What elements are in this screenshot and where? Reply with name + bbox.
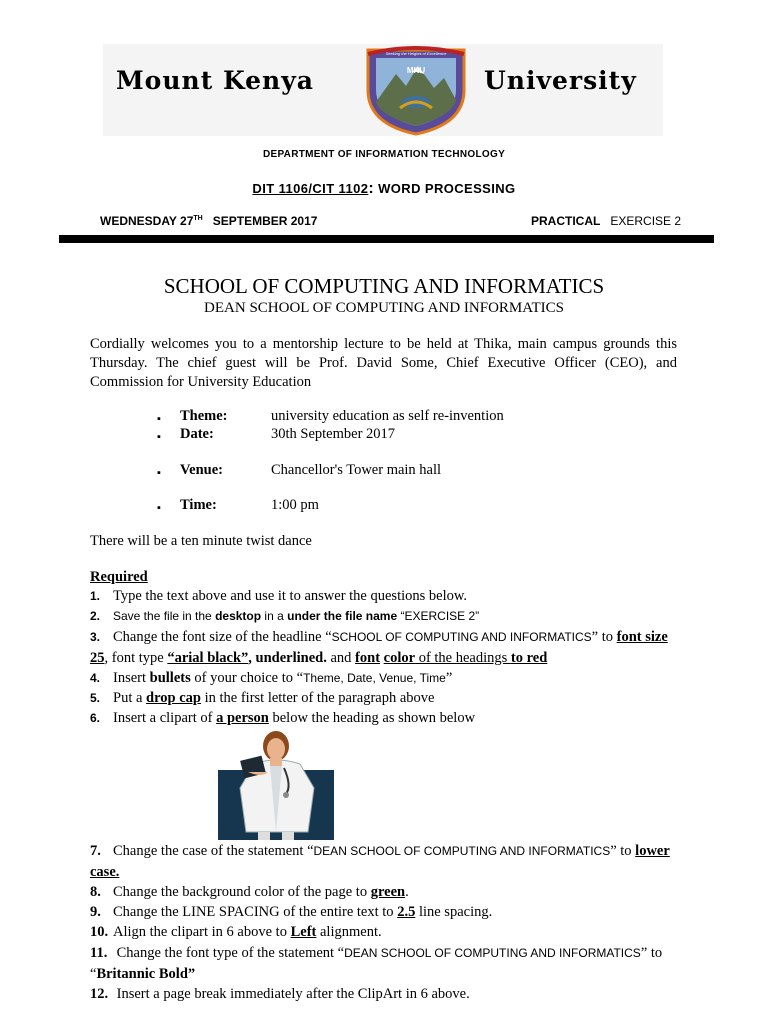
- page-subheading: DEAN SCHOOL OF COMPUTING AND INFORMATICS: [204, 300, 564, 316]
- question-number: 10.: [90, 924, 109, 940]
- question-text: , font type: [104, 649, 168, 666]
- bullet-label: Date:: [180, 426, 214, 442]
- question-number: 8.: [90, 884, 101, 900]
- question-text: .: [405, 884, 409, 900]
- bullet-marker: ▪: [157, 431, 161, 443]
- question-text: of your choice to “: [190, 670, 304, 686]
- question-keyword: a person: [216, 710, 269, 726]
- question-text: Save the file in the: [113, 609, 216, 623]
- bullet-value: Chancellor's Tower main hall: [271, 462, 442, 478]
- question-text: Align the clipart in 6 above to: [113, 924, 291, 940]
- course-code: DIT 1106/CIT 1102: [252, 181, 369, 196]
- question-text: Change the font size of the headline “: [113, 629, 332, 645]
- bullet-marker: ▪: [157, 467, 161, 479]
- practical-label: [531, 214, 681, 228]
- question-keyword: Left: [290, 924, 317, 940]
- question-text: alignment.: [316, 924, 382, 940]
- question-number: 12.: [90, 986, 109, 1002]
- course-title: [0, 180, 768, 198]
- invitation-paragraph: Cordially welcomes you to a mentorship lecture to be held at Thika, main campus grounds this Thursday. The chief guest will be Prof. David Some, Chief Executive Officer (CEO), and Commission for University Education: [90, 336, 677, 390]
- question-keyword: color: [383, 649, 416, 666]
- question-number: 11.: [90, 945, 108, 961]
- person-clipart: [218, 728, 334, 840]
- question-keyword: , underlined.: [248, 649, 327, 666]
- question-text: line spacing.: [415, 904, 493, 920]
- university-logo: [360, 44, 472, 136]
- question-keyword: bullets: [149, 670, 191, 686]
- question-text: ”: [187, 965, 196, 982]
- bullet-value: 30th September 2017: [271, 426, 396, 442]
- question-text: Change the LINE SPACING of the entire text to: [113, 904, 398, 920]
- question-keyword: desktop: [215, 609, 262, 623]
- bullet-label: Venue:: [180, 462, 223, 478]
- course-separator: :: [368, 180, 375, 197]
- page-heading: SCHOOL OF COMPUTING AND INFORMATICS: [163, 274, 605, 298]
- question-10: [90, 922, 680, 943]
- question-text: ”: [445, 670, 453, 686]
- question-keyword: Britannic Bold: [96, 965, 188, 982]
- question-12: [90, 984, 680, 1005]
- letterhead-left-word: Mount Kenya: [116, 66, 314, 95]
- question-quoted-heading: SCHOOL OF COMPUTING AND INFORMATICS: [331, 630, 592, 644]
- question-1: [90, 586, 680, 607]
- bullet-venue: [157, 462, 442, 481]
- question-number: 3.: [90, 630, 101, 644]
- question-text: Change the font type of the statement “: [113, 945, 345, 961]
- question-text: Insert: [113, 670, 150, 686]
- question-text: and: [326, 649, 356, 666]
- question-text: ” to: [591, 629, 617, 645]
- header-divider: [59, 235, 714, 243]
- question-8: [90, 882, 680, 903]
- question-text: Change the background color of the page to: [113, 884, 371, 900]
- question-text: ” to: [610, 843, 636, 859]
- question-keyword: under the file name: [287, 609, 398, 623]
- question-number: 2.: [90, 609, 101, 623]
- question-text: Insert a clipart of: [113, 710, 217, 726]
- date-suffix: TH: [193, 215, 203, 222]
- question-7: [90, 841, 680, 882]
- question-number: 1.: [90, 589, 101, 603]
- question-number: 6.: [90, 711, 101, 725]
- question-text: “EXERCISE 2”: [397, 609, 480, 623]
- question-text: in the first letter of the paragraph above: [200, 690, 435, 706]
- question-quoted-items: Theme, Date, Venue, Time: [303, 671, 446, 685]
- bullet-marker: ▪: [157, 502, 161, 514]
- question-keyword: font size 25: [90, 629, 668, 666]
- bullet-date: [157, 426, 396, 445]
- question-text: of the headings: [415, 649, 511, 666]
- logo-initials: MKU: [406, 66, 426, 75]
- date-day: WEDNESDAY 27: [100, 214, 194, 228]
- question-11: [90, 943, 680, 984]
- question-3: [90, 627, 680, 668]
- practical-word: PRACTICAL: [531, 214, 601, 228]
- question-2: [90, 606, 680, 627]
- bullet-value: 1:00 pm: [271, 497, 319, 513]
- question-number: 9.: [90, 904, 101, 920]
- question-9: [90, 902, 680, 923]
- question-4: [90, 668, 680, 689]
- question-text: Insert a page break immediately after the ClipArt in 6 above.: [113, 986, 470, 1002]
- letterhead-right-word: University: [484, 66, 637, 95]
- date-month: SEPTEMBER 2017: [202, 214, 318, 228]
- logo-motto: Seeking the Heights of Excellence: [385, 51, 447, 56]
- question-number: 4.: [90, 671, 101, 685]
- department-name: DEPARTMENT OF INFORMATION TECHNOLOGY: [262, 149, 506, 160]
- question-text: ” to “: [90, 945, 663, 982]
- question-number: 5.: [90, 691, 101, 705]
- bullet-label: Theme:: [180, 408, 228, 424]
- question-keyword: 2.5: [397, 904, 416, 920]
- question-text: in a: [261, 609, 288, 623]
- bullet-value: university education as self re-invention: [271, 408, 504, 424]
- exercise-number: EXERCISE 2: [610, 214, 682, 228]
- question-keyword: to red: [510, 649, 548, 666]
- question-text: Put a: [113, 690, 147, 706]
- course-name: WORD PROCESSING: [374, 181, 516, 196]
- bullet-marker: ▪: [157, 413, 161, 425]
- question-text: below the heading as shown below: [268, 710, 476, 726]
- bullet-label: Time:: [180, 497, 217, 513]
- question-quoted-heading: DEAN SCHOOL OF COMPUTING AND INFORMATICS: [344, 946, 641, 960]
- question-keyword: “arial black”: [167, 649, 249, 666]
- question-quoted-heading: DEAN SCHOOL OF COMPUTING AND INFORMATICS: [313, 844, 611, 858]
- exam-date: [100, 214, 317, 228]
- question-text: Type the text above and use it to answer the questions below.: [113, 588, 468, 604]
- question-keyword: font: [355, 649, 381, 666]
- question-keyword: green: [370, 884, 406, 900]
- question-text: Change the case of the statement “: [113, 843, 314, 859]
- bullet-time: [157, 497, 319, 516]
- twist-dance-note: There will be a ten minute twist dance: [90, 533, 312, 549]
- question-number: 7.: [90, 843, 101, 859]
- question-keyword: lower case.: [90, 843, 670, 880]
- question-5: [90, 688, 680, 709]
- required-heading: Required: [90, 569, 148, 585]
- question-6: [90, 708, 680, 729]
- question-keyword: drop cap: [146, 690, 201, 706]
- bullet-theme: [157, 408, 504, 427]
